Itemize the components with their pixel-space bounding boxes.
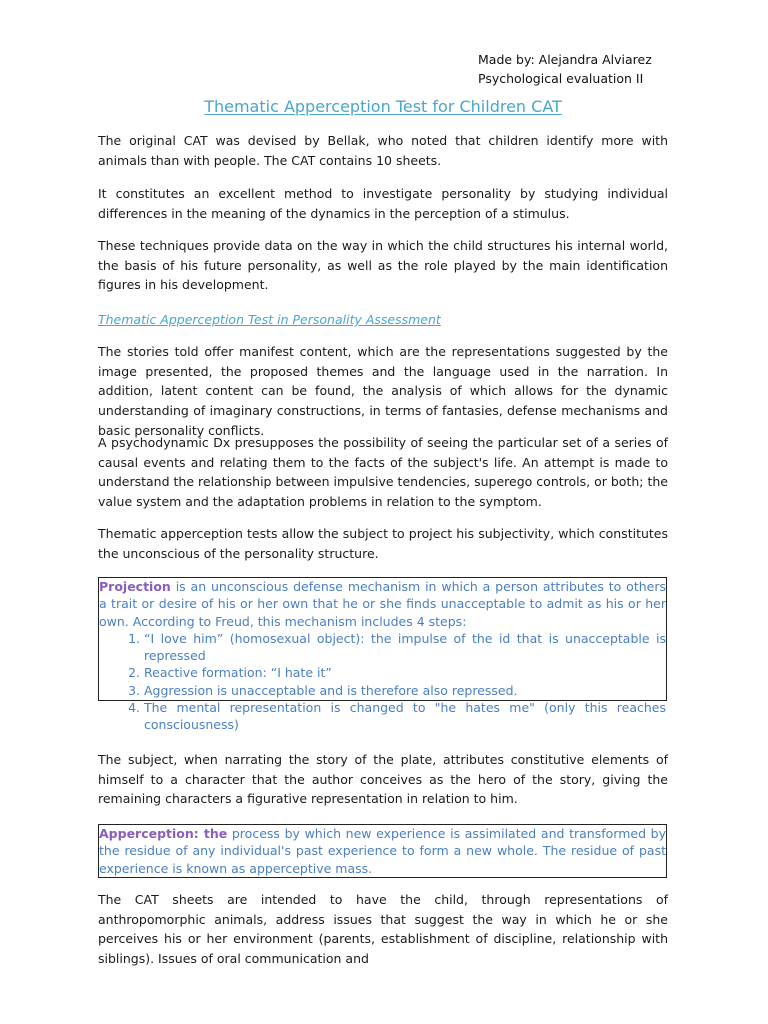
paragraph-8: The CAT sheets are intended to have the child, through representations of anthropomorphic animals, address issues that suggest the way in which he or she perceives his or her environment (parents, establishment of discipline, relationship with siblings). Issues of oral communication and <box>98 892 668 967</box>
paragraph-4: The stories told offer manifest content, which are the representations suggested by the image presented, the proposed themes and the language used in the narration. In addition, latent content can be found, the analysis of which allows for the dynamic understanding of imaginary constructions, in terms of fantasies, defense mechanisms and basic personality conflicts. <box>98 344 668 438</box>
paragraph-3: These techniques provide data on the way in which the child structures his internal world, the basis of his future personality, as well as the role played by the main identification figures in his development. <box>98 238 668 293</box>
projection-definition <box>99 578 666 630</box>
author-line: Made by: Alejandra Alviarez <box>478 52 652 67</box>
section-subheading-link[interactable]: Thematic Apperception Test in Personality Assessment <box>98 312 441 327</box>
paragraph-5: A psychodynamic Dx presupposes the possibility of seeing the particular set of a series of causal events and relating them to the facts of the subject's life. An attempt is made to understand the relationship between impulsive tendencies, superego controls, or both; the value system and the adaptation problems in relation to the symptom. <box>98 435 668 510</box>
projection-term: Projection <box>99 579 171 594</box>
paragraph-1: The original CAT was devised by Bellak, who noted that children identify more with animals than with people. The CAT contains 10 sheets. <box>98 133 668 168</box>
author-header <box>478 50 652 88</box>
course-line: Psychological evaluation II <box>478 71 644 86</box>
projection-step-3: 3. Aggression is unacceptable and is therefore also repressed. <box>144 682 666 699</box>
projection-text: is an unconscious defense mechanism in which a person attributes to others a trait or desire of his or her own that he or she finds unacceptable to admit as his or her own. According to Freud, this mechanism includes 4 steps: <box>99 579 666 629</box>
projection-definition-box <box>98 577 667 733</box>
projection-step-1: 1. “I love him” (homosexual object): the impulse of the id that is unacceptable is repressed <box>144 630 666 665</box>
document-title: Thematic Apperception Test for Children CAT <box>204 97 562 116</box>
projection-steps-list <box>99 630 666 734</box>
projection-step-2: 2. Reactive formation: “I hate it” <box>144 664 666 681</box>
paragraph-6: Thematic apperception tests allow the subject to project his subjectivity, which constitutes the unconscious of the personality structure. <box>98 526 668 561</box>
paragraph-7: The subject, when narrating the story of the plate, attributes constitutive elements of himself to a character that the author conceives as the hero of the story, giving the remaining characters a figurative representation in relation to him. <box>98 752 668 807</box>
paragraph-2: It constitutes an excellent method to investigate personality by studying individual differences in the meaning of the dynamics in the perception of a stimulus. <box>98 186 668 221</box>
projection-step-4: 4. The mental representation is changed to "he hates me" (only this reaches consciousness) <box>144 699 666 734</box>
apperception-definition-box <box>98 824 667 878</box>
apperception-text: process by which new experience is assimilated and transformed by the residue of any individual's past experience to form a new whole. The residue of past experience is known as apperceptive mass. <box>99 826 666 876</box>
apperception-term: Apperception: the <box>99 826 228 841</box>
